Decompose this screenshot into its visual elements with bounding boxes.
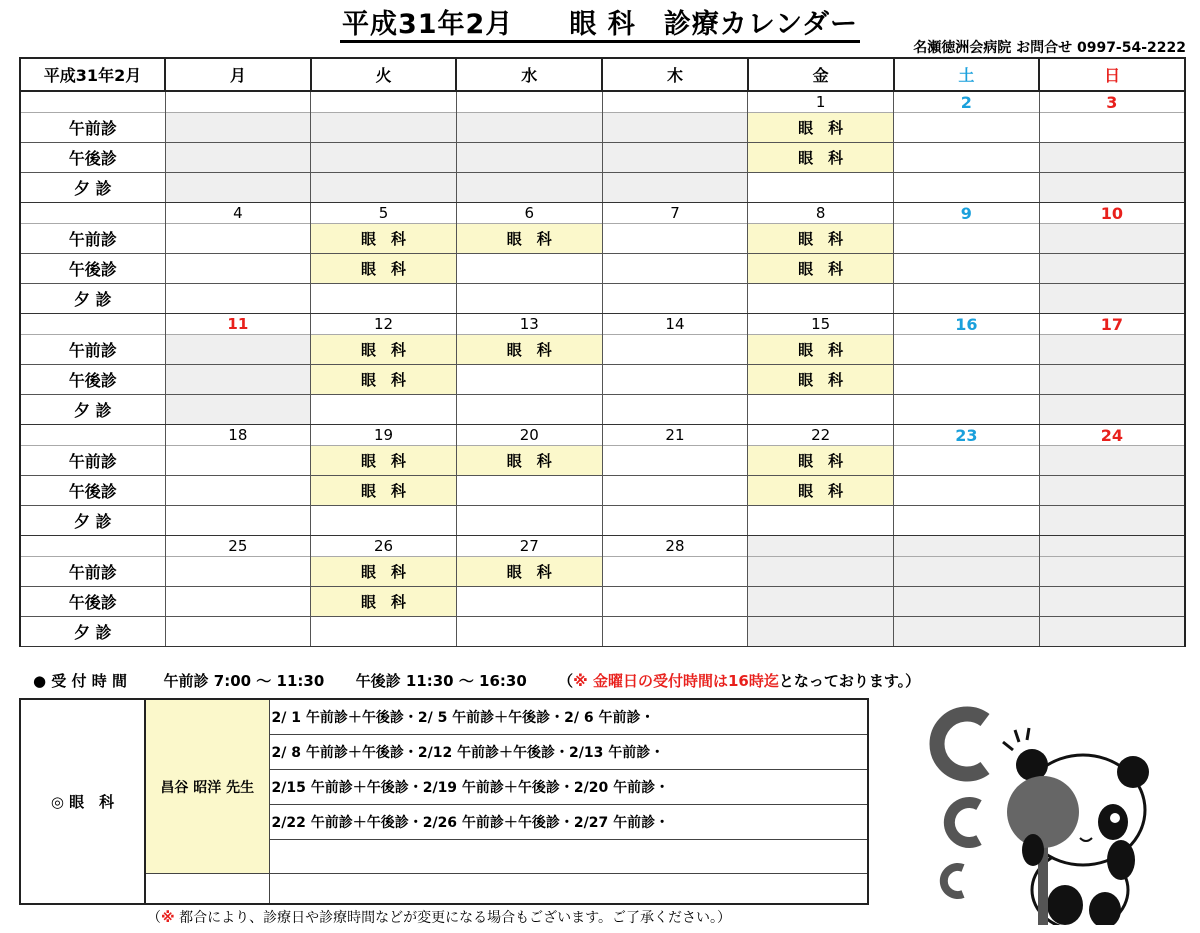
contact-info: 名瀬徳洲会病院 お問合せ 0997-54-2222 [913, 40, 1186, 56]
date-cell: 6 [456, 203, 602, 224]
empty-slot [602, 617, 748, 647]
empty-slot [894, 113, 1040, 143]
open-slot: 眼 科 [748, 335, 894, 365]
closed-slot [894, 587, 1040, 617]
weekday-tue: 火 [311, 58, 457, 91]
open-slot: 眼 科 [456, 224, 602, 254]
slot-label: 午前診 [20, 113, 165, 143]
page-title: 平成31年2月 眼 科 診療カレンダー [0, 2, 1200, 41]
reception-am: 午前診 7:00 ～ 11:30 [163, 672, 325, 690]
date-cell: 12 [311, 314, 457, 335]
weekday-thu: 木 [602, 58, 748, 91]
slot-row [20, 173, 1185, 203]
closed-slot [1039, 446, 1185, 476]
closed-slot [1039, 365, 1185, 395]
slot-label: 午前診 [20, 446, 165, 476]
date-cell [165, 91, 311, 113]
slot-label: 午後診 [20, 254, 165, 284]
reception-note-rest: となっております。） [778, 672, 921, 690]
empty-slot [602, 365, 748, 395]
empty-slot [894, 476, 1040, 506]
date-cell: 22 [748, 425, 894, 446]
date-row [20, 536, 1185, 557]
date-row [20, 203, 1185, 224]
closed-slot [456, 113, 602, 143]
empty-slot [894, 173, 1040, 203]
closed-slot [1039, 173, 1185, 203]
date-row [20, 425, 1185, 446]
slot-row [20, 617, 1185, 647]
empty-slot [894, 335, 1040, 365]
slot-label: 午前診 [20, 224, 165, 254]
date-cell: 24 [1039, 425, 1185, 446]
closed-slot [748, 617, 894, 647]
date-cell: 5 [311, 203, 457, 224]
schedule-line [269, 874, 868, 905]
date-row-label [20, 314, 165, 335]
empty-slot [748, 395, 894, 425]
empty-slot [602, 476, 748, 506]
empty-slot [165, 617, 311, 647]
empty-slot [456, 506, 602, 536]
date-cell: 2 [894, 91, 1040, 113]
open-slot: 眼 科 [311, 476, 457, 506]
closed-slot [894, 557, 1040, 587]
empty-slot [165, 587, 311, 617]
reception-note-open: （ [558, 672, 574, 690]
empty-slot [456, 476, 602, 506]
open-slot: 眼 科 [748, 143, 894, 173]
date-cell: 15 [748, 314, 894, 335]
date-cell: 16 [894, 314, 1040, 335]
closed-slot [456, 173, 602, 203]
date-cell: 23 [894, 425, 1040, 446]
closed-slot [165, 365, 311, 395]
empty-slot [894, 446, 1040, 476]
slot-label: 夕 診 [20, 173, 165, 203]
slot-row [20, 254, 1185, 284]
closed-slot [1039, 557, 1185, 587]
date-cell: 18 [165, 425, 311, 446]
schedule-line: 2/ 8 午前診＋午後診・2/12 午前診＋午後診・2/13 午前診・ [269, 735, 868, 770]
slot-row [20, 557, 1185, 587]
closed-slot [1039, 254, 1185, 284]
date-cell: 7 [602, 203, 748, 224]
schedule-line: 2/15 午前診＋午後診・2/19 午前診＋午後診・2/20 午前診・ [269, 770, 868, 805]
date-cell: 26 [311, 536, 457, 557]
open-slot: 眼 科 [311, 587, 457, 617]
closed-slot [1039, 617, 1185, 647]
slot-label: 夕 診 [20, 506, 165, 536]
date-cell: 28 [602, 536, 748, 557]
empty-slot [602, 335, 748, 365]
open-slot: 眼 科 [748, 476, 894, 506]
slot-row [20, 284, 1185, 314]
date-cell: 1 [748, 91, 894, 113]
department-cell: ◎ 眼 科 [20, 699, 145, 904]
reception-note-red: ※ 金曜日の受付時間は16時迄 [573, 672, 779, 690]
slot-row [20, 506, 1185, 536]
empty-slot [602, 284, 748, 314]
date-row-label [20, 203, 165, 224]
weekday-wed: 水 [456, 58, 602, 91]
empty-slot [311, 506, 457, 536]
doctor-empty-cell [145, 874, 269, 905]
slot-row [20, 395, 1185, 425]
closed-slot [1039, 143, 1185, 173]
empty-slot [748, 173, 894, 203]
open-slot: 眼 科 [748, 254, 894, 284]
empty-slot [894, 143, 1040, 173]
empty-slot [748, 284, 894, 314]
weekday-fri: 金 [748, 58, 894, 91]
footer-note [147, 907, 731, 927]
closed-slot [602, 113, 748, 143]
slot-label: 夕 診 [20, 617, 165, 647]
empty-slot [894, 254, 1040, 284]
closed-slot [165, 395, 311, 425]
empty-slot [602, 506, 748, 536]
footer-note-mark: ※ [161, 910, 175, 926]
doctor-name: 昌谷 昭洋 先生 [145, 699, 269, 874]
empty-slot [894, 365, 1040, 395]
open-slot: 眼 科 [456, 335, 602, 365]
date-row [20, 314, 1185, 335]
date-cell [311, 91, 457, 113]
closed-slot [456, 143, 602, 173]
empty-slot [456, 587, 602, 617]
closed-slot [1039, 224, 1185, 254]
date-row-label [20, 425, 165, 446]
empty-slot [456, 254, 602, 284]
empty-slot [602, 254, 748, 284]
closed-slot [165, 173, 311, 203]
slot-label: 午後診 [20, 476, 165, 506]
closed-slot [602, 143, 748, 173]
date-cell: 11 [165, 314, 311, 335]
closed-slot [311, 113, 457, 143]
date-row-label [20, 536, 165, 557]
closed-slot [165, 335, 311, 365]
open-slot: 眼 科 [311, 335, 457, 365]
reception-hours [33, 670, 920, 691]
date-cell: 8 [748, 203, 894, 224]
open-slot: 眼 科 [456, 446, 602, 476]
doctor-schedule-table [19, 698, 869, 905]
empty-slot [894, 506, 1040, 536]
empty-slot [894, 395, 1040, 425]
closed-slot [602, 173, 748, 203]
open-slot: 眼 科 [311, 365, 457, 395]
closed-slot [165, 143, 311, 173]
slot-label: 午後診 [20, 365, 165, 395]
slot-row [20, 113, 1185, 143]
slot-label: 午後診 [20, 143, 165, 173]
date-cell: 27 [456, 536, 602, 557]
weekday-mon: 月 [165, 58, 311, 91]
closed-slot [1039, 395, 1185, 425]
open-slot: 眼 科 [311, 254, 457, 284]
slot-row [20, 224, 1185, 254]
empty-slot [165, 506, 311, 536]
reception-label: ● 受 付 時 間 [33, 672, 127, 690]
empty-slot [311, 395, 457, 425]
date-cell: 13 [456, 314, 602, 335]
empty-slot [748, 506, 894, 536]
closed-slot [311, 143, 457, 173]
date-cell: 19 [311, 425, 457, 446]
empty-slot [165, 224, 311, 254]
empty-slot [602, 224, 748, 254]
empty-slot [894, 284, 1040, 314]
empty-slot [456, 395, 602, 425]
slot-label: 夕 診 [20, 395, 165, 425]
empty-slot [602, 557, 748, 587]
slot-row [20, 587, 1185, 617]
date-cell: 9 [894, 203, 1040, 224]
empty-slot [602, 587, 748, 617]
date-cell: 14 [602, 314, 748, 335]
slot-label: 午前診 [20, 335, 165, 365]
schedule-line: 2/ 1 午前診＋午後診・2/ 5 午前診＋午後診・2/ 6 午前診・ [269, 699, 868, 735]
empty-slot [311, 284, 457, 314]
schedule-line [269, 840, 868, 874]
date-cell [456, 91, 602, 113]
date-row-label [20, 91, 165, 113]
weekday-sat: 土 [894, 58, 1040, 91]
open-slot: 眼 科 [748, 446, 894, 476]
empty-slot [165, 476, 311, 506]
empty-slot [165, 557, 311, 587]
open-slot: 眼 科 [311, 557, 457, 587]
slot-label: 午前診 [20, 557, 165, 587]
empty-slot [1039, 113, 1185, 143]
date-cell [602, 91, 748, 113]
date-cell: 21 [602, 425, 748, 446]
schedule-line: 2/22 午前診＋午後診・2/26 午前診＋午後診・2/27 午前診・ [269, 805, 868, 840]
date-cell [1039, 536, 1185, 557]
open-slot: 眼 科 [748, 224, 894, 254]
calendar-body [20, 91, 1185, 647]
date-cell [894, 536, 1040, 557]
empty-slot [165, 254, 311, 284]
empty-slot [602, 395, 748, 425]
empty-slot [456, 284, 602, 314]
weekday-sun: 日 [1039, 58, 1185, 91]
empty-slot [456, 365, 602, 395]
slot-row [20, 446, 1185, 476]
panda-icon [905, 700, 1195, 925]
closed-slot [1039, 284, 1185, 314]
open-slot: 眼 科 [456, 557, 602, 587]
date-cell: 4 [165, 203, 311, 224]
open-slot: 眼 科 [311, 224, 457, 254]
date-cell: 3 [1039, 91, 1185, 113]
slot-row [20, 365, 1185, 395]
footer-note-open: （ [147, 910, 161, 926]
empty-slot [165, 446, 311, 476]
empty-slot [165, 284, 311, 314]
closed-slot [748, 587, 894, 617]
slot-row [20, 335, 1185, 365]
closed-slot [311, 173, 457, 203]
empty-slot [456, 617, 602, 647]
date-cell: 17 [1039, 314, 1185, 335]
date-cell: 20 [456, 425, 602, 446]
date-row [20, 91, 1185, 113]
open-slot: 眼 科 [311, 446, 457, 476]
empty-slot [311, 617, 457, 647]
empty-slot [894, 224, 1040, 254]
slot-row [20, 143, 1185, 173]
closed-slot [894, 617, 1040, 647]
reception-pm: 午後診 11:30 ～ 16:30 [355, 672, 527, 690]
panda-with-eye-chart-illustration [905, 700, 1195, 929]
footer-note-text: 都合により、診療日や診療時間などが変更になる場合もございます。ご了承ください。） [174, 910, 731, 926]
date-cell: 25 [165, 536, 311, 557]
closed-slot [1039, 506, 1185, 536]
slot-label: 午後診 [20, 587, 165, 617]
date-cell [748, 536, 894, 557]
slot-row [20, 476, 1185, 506]
closed-slot [1039, 476, 1185, 506]
corner-cell: 平成31年2月 [20, 58, 165, 91]
date-cell: 10 [1039, 203, 1185, 224]
closed-slot [1039, 335, 1185, 365]
open-slot: 眼 科 [748, 365, 894, 395]
closed-slot [748, 557, 894, 587]
closed-slot [1039, 587, 1185, 617]
empty-slot [602, 446, 748, 476]
weekday-header [20, 58, 1185, 91]
open-slot: 眼 科 [748, 113, 894, 143]
clinic-calendar [19, 57, 1186, 647]
closed-slot [165, 113, 311, 143]
slot-label: 夕 診 [20, 284, 165, 314]
